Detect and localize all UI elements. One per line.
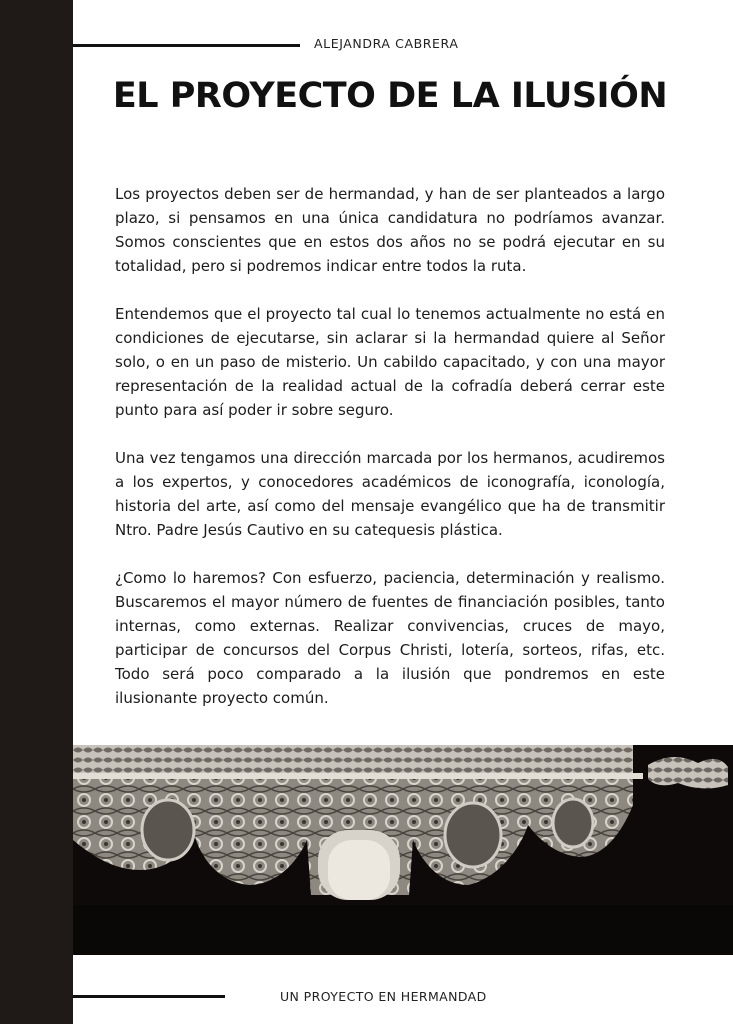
paragraph-2: Entendemos que el proyecto tal cual lo tenemos actualmente no está en condiciones de ejecutarse, sin aclarar si la hermandad quiere al Señor solo, o en un paso de misterio. Un cabildo capacitado, y con una mayor representación de la realidad actual de la cofradía deberá cerrar este punto para así poder ir sobre seguro. [115,305,665,419]
footer-rule [73,995,225,998]
article-body [115,182,665,734]
paragraph-3: Una vez tengamos una dirección marcada por los hermanos, acudiremos a los expertos, y conocedores académicos de iconografía, iconología, historia del arte, así como del mensaje evangélico que ha de transmitir Ntro. Padre Jesús Cautivo en su catequesis plástica. [115,449,665,539]
left-decorative-bar [0,0,73,1024]
paragraph-1: Los proyectos deben ser de hermandad, y han de ser planteados a largo plazo, si pensamos en una única candidatura no podríamos avanzar. Somos conscientes que en estos dos años no se podrá ejecutar en su totalidad, pero si podremos indicar entre todos la ruta. [115,185,665,275]
ornate-carving-photo [73,745,733,955]
author-name: ALEJANDRA CABRERA [314,36,459,51]
paragraph-4: ¿Como lo haremos? Con esfuerzo, paciencia, determinación y realismo. Buscaremos el mayor número de fuentes de financiación posibles, tanto internas, como externas. Realizar convivencias, cruces de mayo, participar de concursos del Corpus Christi, lotería, sorteos, rifas, etc. Todo será poco comparado a la ilusión que pondremos en este ilusionante proyecto común. [115,569,665,707]
page-title: EL PROYECTO DE LA ILUSIÓN [112,76,668,116]
carving-illustration [73,745,733,955]
footer-caption: UN PROYECTO EN HERMANDAD [280,989,487,1004]
header-rule [73,44,300,47]
